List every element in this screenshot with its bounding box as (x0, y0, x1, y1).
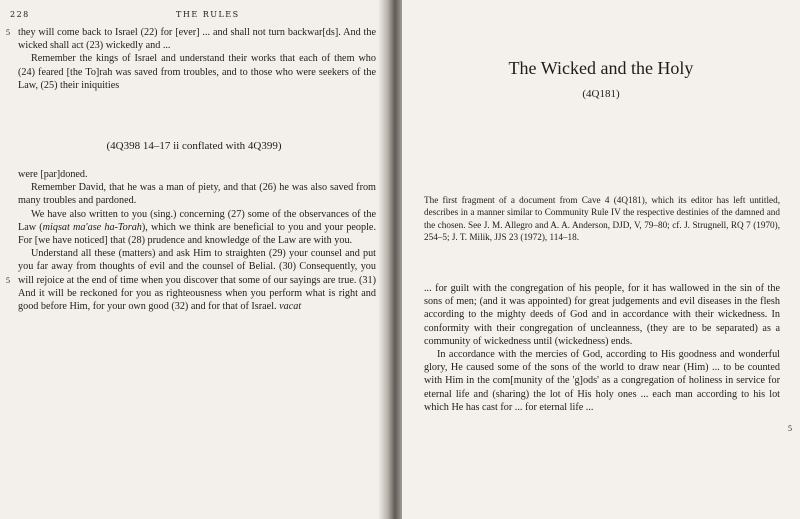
chapter-title: The Wicked and the Holy (508, 58, 694, 78)
paragraph: ... for guilt with the congregation of his people, for it has wallowed in the sin of the sons of men; (and it was appointed) for great judgements and evil diseases in the flesh according to the mighty deeds of God and in accordance with their wickedness. In conformity with their congregation of uncleanness, (they are to be separated) as a community of wickedness until (wickedness) ends. (424, 283, 780, 347)
text-block-right (424, 282, 780, 414)
text-block-upper (18, 26, 376, 92)
paragraph: Remember the kings of Israel and understand their works that each of them who (24) feared [the To]rah was saved from troubles, and to those who were seekers of the Law, (25) their iniquities (18, 53, 376, 91)
paragraph: In accordance with the mercies of God, according to His goodness and wonderful glory, He caused some of the sons of the world to draw near (Him) ... to be counted with Him in the com[munity of the 'g]ods' as a congregation of holiness in service for eternal life and (sharing) the lot of His holy ones ... each man according to his lot which He has cast for ... for eternal life ... (424, 349, 780, 413)
paragraph: they will come back to Israel (22) for [ever] ... and shall not turn backwar[ds]. And the wicked shall act (23) wickedly and ... (18, 27, 376, 52)
paragraph-text: We have also written to you (sing.) concerning (27) some of the observances of the Law ( (18, 208, 376, 233)
chapter-subtitle: (4Q181) (582, 88, 620, 100)
left-page (0, 0, 388, 519)
line-number-marker: 5 (6, 28, 10, 37)
paragraph-text: ), which we think are beneficial to you and your people. For [we have noticed] that (28) prudence and knowledge of the Law are with you. (18, 221, 376, 247)
paragraph (18, 247, 376, 313)
section-heading: (4Q398 14–17 ii conflated with 4Q399) (106, 140, 282, 152)
page-number: 228 (10, 10, 30, 19)
intro-note: The first fragment of a document from Cave 4 (4Q181), which its editor has left untitled, describes in a manner similar to Community Rule IV the respective destinies of the damned and the chosen. See J. M. Allegro and A. A. Anderson, DJD, V, 79–80; cf. J. Strugnell, RQ 7 (1970), 254–5; J. T. Milik, JJS 23 (1972), 114–18. (424, 195, 780, 242)
right-page (402, 0, 800, 519)
line-number-marker: 5 (6, 276, 10, 285)
text-block-lower (18, 168, 376, 313)
running-head-title: THE RULES (176, 10, 240, 19)
paragraph-text: Understand all these (matters) and ask Him to straighten (29) your counsel and put you far away from thoughts of evil and the counsel of Belial. (30) Consequently, you will rejoice at the end of time when you discover that some of our sayings are true. (31) And it will be reckoned for you as righteousness when you perform what is right and good before Him, for your own good (32) and for that of Israel. (18, 248, 376, 313)
paragraph: were [par]doned. (18, 169, 88, 180)
vacat-mark: vacat (279, 301, 302, 313)
hebrew-term: miqsat ma'ase ha-Torah (42, 221, 142, 233)
paragraph (18, 208, 376, 248)
paragraph: Remember David, that he was a man of piety, and that (26) he was also saved from many troubles and pardoned. (18, 182, 376, 207)
line-number-marker: 5 (788, 424, 792, 433)
